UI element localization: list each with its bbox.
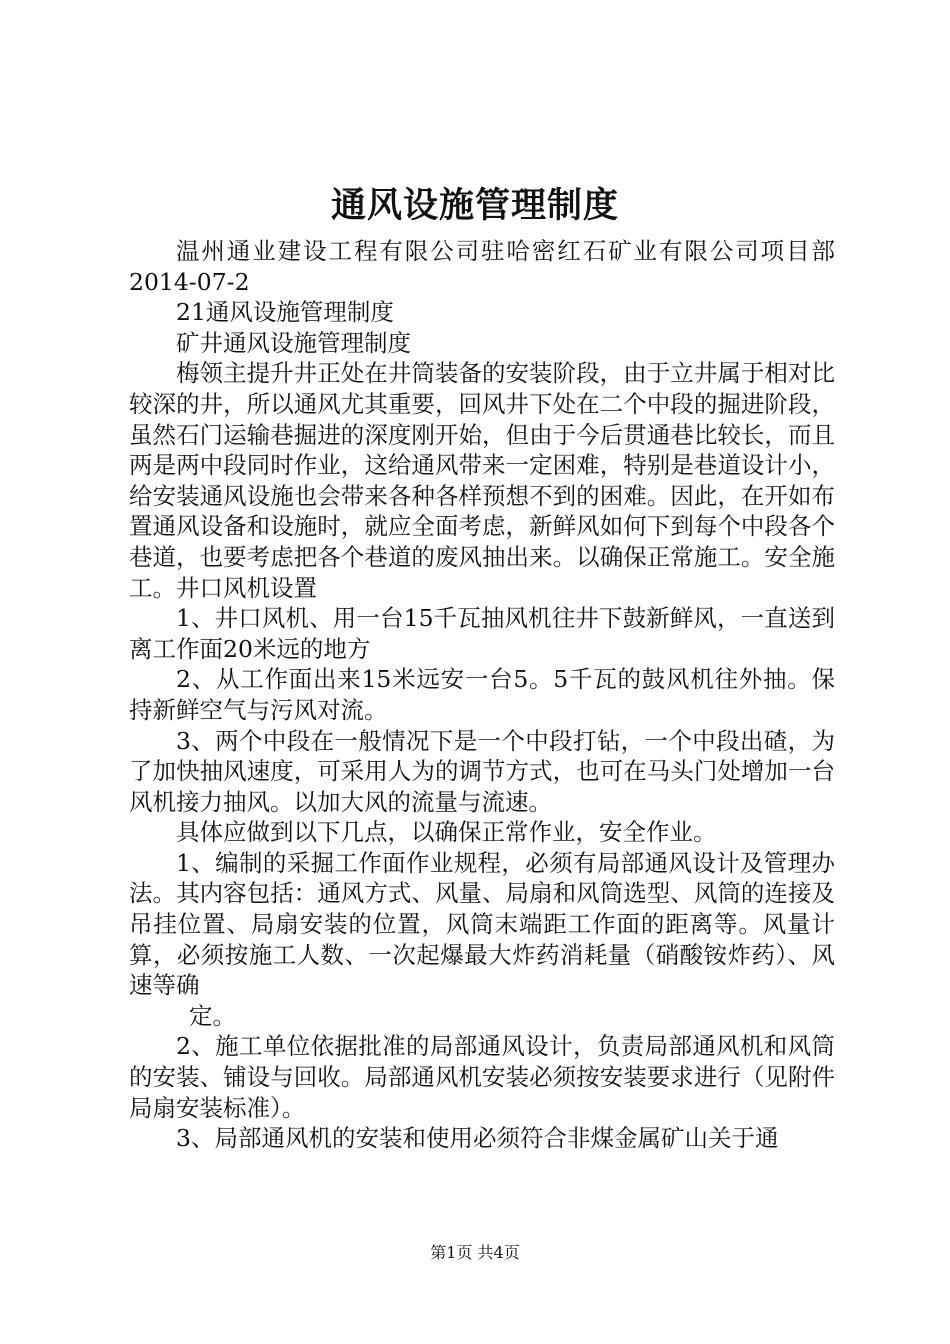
list-item-paragraph: 1、编制的采掘工作面作业规程，必须有局部通风设计及管理办法。其内容包括：通风方式、风量、局扇和风筒选型、风筒的连接及吊挂位置、局扇安装的位置，风筒末端距工作面的距离等。风量计算，必须按施工人数、一次起爆最大炸药消耗量（硝酸铵炸药）、风速等确 (129, 848, 835, 1000)
list-item-paragraph: 1、井口风机、用一台15千瓦抽风机往井下鼓新鲜风，一直送到离工作面20米远的地方 (129, 604, 835, 663)
subtitle-paragraph: 矿井通风设施管理制度 (176, 328, 411, 357)
page-number-footer: 第1页 共4页 (430, 1243, 520, 1262)
summary-paragraph: 具体应做到以下几点，以确保正常作业，安全作业。 (176, 818, 717, 847)
section-heading-paragraph: 21通风设施管理制度 (176, 298, 394, 327)
document-body (129, 236, 835, 1154)
document-title: 通风设施管理制度 (330, 185, 619, 226)
company-paragraph: 温州通业建设工程有限公司驻哈密红石矿业有限公司项目部2014-07-2 (129, 237, 835, 296)
intro-paragraph: 梅领主提升井正处在井筒装备的安装阶段，由于立井属于相对比较深的井，所以通风尤其重要，回风井下处在二个中段的掘进阶段，虽然石门运输巷掘进的深度刚开始，但由于今后贯通巷比较长，而且两是两中段同时作业，这给通风带来一定困难，特别是巷道设计小，给安装通风设施也会带来各种各样预想不到的困难。因此，在开如布置通风设备和设施时，就应全面考虑，新鲜风如何下到每个中段各个巷道，也要考虑把各个巷道的废风抽出来。以确保正常施工。安全施工。井口风机设置 (129, 359, 835, 602)
continuation-paragraph: 定。 (189, 1001, 236, 1030)
list-item-paragraph: 3、局部通风机的安装和使用必须符合非煤金属矿山关于通 (176, 1124, 779, 1153)
list-item-paragraph: 3、两个中段在一般情况下是一个中段打钻，一个中段出碴，为了加快抽风速度，可采用人为的调节方式，也可在马头门处增加一台风机接力抽风。以加大风的流量与流速。 (129, 726, 835, 816)
list-item-paragraph: 2、施工单位依据批准的局部通风设计，负责局部通风机和风筒的安装、铺设与回收。局部通风机安装必须按安装要求进行（见附件局扇安装标准）。 (129, 1032, 835, 1122)
list-item-paragraph: 2、从工作面出来15米远安一台5。5千瓦的鼓风机往外抽。保持新鲜空气与污风对流。 (129, 665, 835, 724)
